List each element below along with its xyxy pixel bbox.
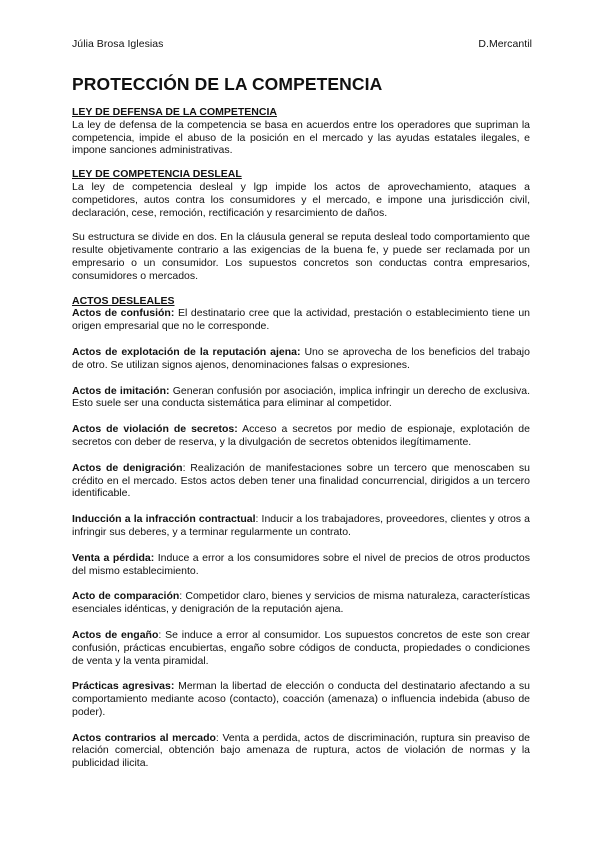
item-text: Induce a error a los consumidores sobre el nivel de precios de otros productos del mismo establecimiento. <box>72 551 530 577</box>
list-item-violacion-secretos <box>72 423 530 449</box>
item-term: Inducción a la infracción contractual <box>72 513 256 526</box>
list-item-comparacion <box>72 590 530 616</box>
item-text: : Venta a perdida, actos de discriminación, ruptura sin preaviso de relación comercial, obtención bajo amenaza de ruptura, actos de violación de normas y la publicidad ilicita. <box>72 731 530 770</box>
list-item-engano <box>72 629 530 667</box>
list-item-practicas-agresivas <box>72 680 530 718</box>
list-item-venta-perdida <box>72 552 530 578</box>
item-text: Generan confusión por asociación, implica infringir un derecho de exclusiva. Esto suele ser una conducta sistemática para eliminar al competidor. <box>72 384 530 410</box>
item-text: : Se induce a error al consumidor. Los supuestos concretos de este son crear confusión, prácticas encubiertas, engaño sobre códigos de conducta, propiedades o condiciones de venta y la venta piramidal. <box>72 628 530 667</box>
item-term: Acto de comparación <box>72 590 180 603</box>
paragraph-defensa-competencia: La ley de defensa de la competencia se basa en acuerdos entre los operadores que supriman la competencia, impide el abuso de la posición en el mercado y las ayudas estatales ilegales, e impone sanciones administrativas. <box>72 118 530 157</box>
item-text: : Realización de manifestaciones sobre un tercero que menoscaben su crédito en el mercado. Estos actos deben tener una finalidad concurrencial, dirigidos a un tercero identificable. <box>72 461 530 500</box>
item-text: El destinatario cree que la actividad, prestación o establecimiento tiene un origen empresarial que no le corresponde. <box>72 307 531 333</box>
item-term: Actos de confusión: <box>72 307 175 320</box>
item-term: Actos de explotación de la reputación ajena: <box>72 345 301 358</box>
item-text: : Inducir a los trabajadores, proveedores, clientes y otros a infringir sus deberes, y a terminar regularmente un contrato. <box>72 513 531 538</box>
item-term: Prácticas agresivas: <box>72 680 175 693</box>
item-text: Acceso a secretos por medio de espionaje, explotación de secretos con deber de reserva, y la divulgación de secretos obtenidos ilegítimamente. <box>72 423 530 448</box>
item-term: Venta a pérdida: <box>72 551 155 564</box>
item-term: Actos de engaño <box>72 628 159 641</box>
list-item-denigracion <box>72 462 530 500</box>
list-item-contrarios-mercado <box>72 732 530 770</box>
item-text: Merman la libertad de elección o conducta del destinatario afectando a su comportamiento mediante acoso (contacto), coacción (amenaza) o influencia indebida (abuso de poder). <box>72 680 530 718</box>
list-item-induccion-infraccion <box>72 513 530 539</box>
paragraph-competencia-desleal-1: La ley de competencia desleal y lgp impide los actos de aprovechamiento, ataques a competidores, autos contra los consumidores y el mercado, e impone una jurisdicción civil, declaración, cese, remoción, rectificación y resarcimiento de daños. <box>72 180 530 219</box>
document-body <box>72 106 530 770</box>
item-term: Actos contrarios al mercado <box>72 731 216 744</box>
paragraph-competencia-desleal-2: Su estructura se divide en dos. En la cláusula general se reputa desleal todo comportamiento que resulte objetivamente contrario a las exigencias de la buena fe, y puede ser reclamada por un empresario o un consumidor. Los supuestos concretos son conductas contra empresarios, consumidores o mercados. <box>72 231 530 282</box>
item-term: Actos de violación de secretos: <box>72 423 238 436</box>
item-text: Uno se aprovecha de los beneficios del trabajo de otro. Se utilizan signos ajenos, denominaciones falsas o expresiones. <box>72 345 530 371</box>
page-title: PROTECCIÓN DE LA COMPETENCIA <box>72 74 383 94</box>
list-item-confusion <box>72 307 530 333</box>
item-term: Actos de imitación: <box>72 384 170 397</box>
section-heading-actos-desleales: ACTOS DESLEALES <box>72 294 175 307</box>
item-term: Actos de denigración <box>72 461 183 474</box>
list-item-imitacion <box>72 385 530 411</box>
list-item-explotacion-reputacion <box>72 346 530 372</box>
header-subject: D.Mercantil <box>478 38 532 50</box>
section-heading-competencia-desleal: LEY DE COMPETENCIA DESLEAL <box>72 168 242 181</box>
item-text: : Competidor claro, bienes y servicios de misma naturaleza, características esenciales idénticas, y denigración de la reputación ajena. <box>72 590 530 616</box>
section-heading-defensa-competencia: LEY DE DEFENSA DE LA COMPETENCIA <box>72 106 277 118</box>
header-author: Júlia Brosa Iglesias <box>72 38 164 50</box>
